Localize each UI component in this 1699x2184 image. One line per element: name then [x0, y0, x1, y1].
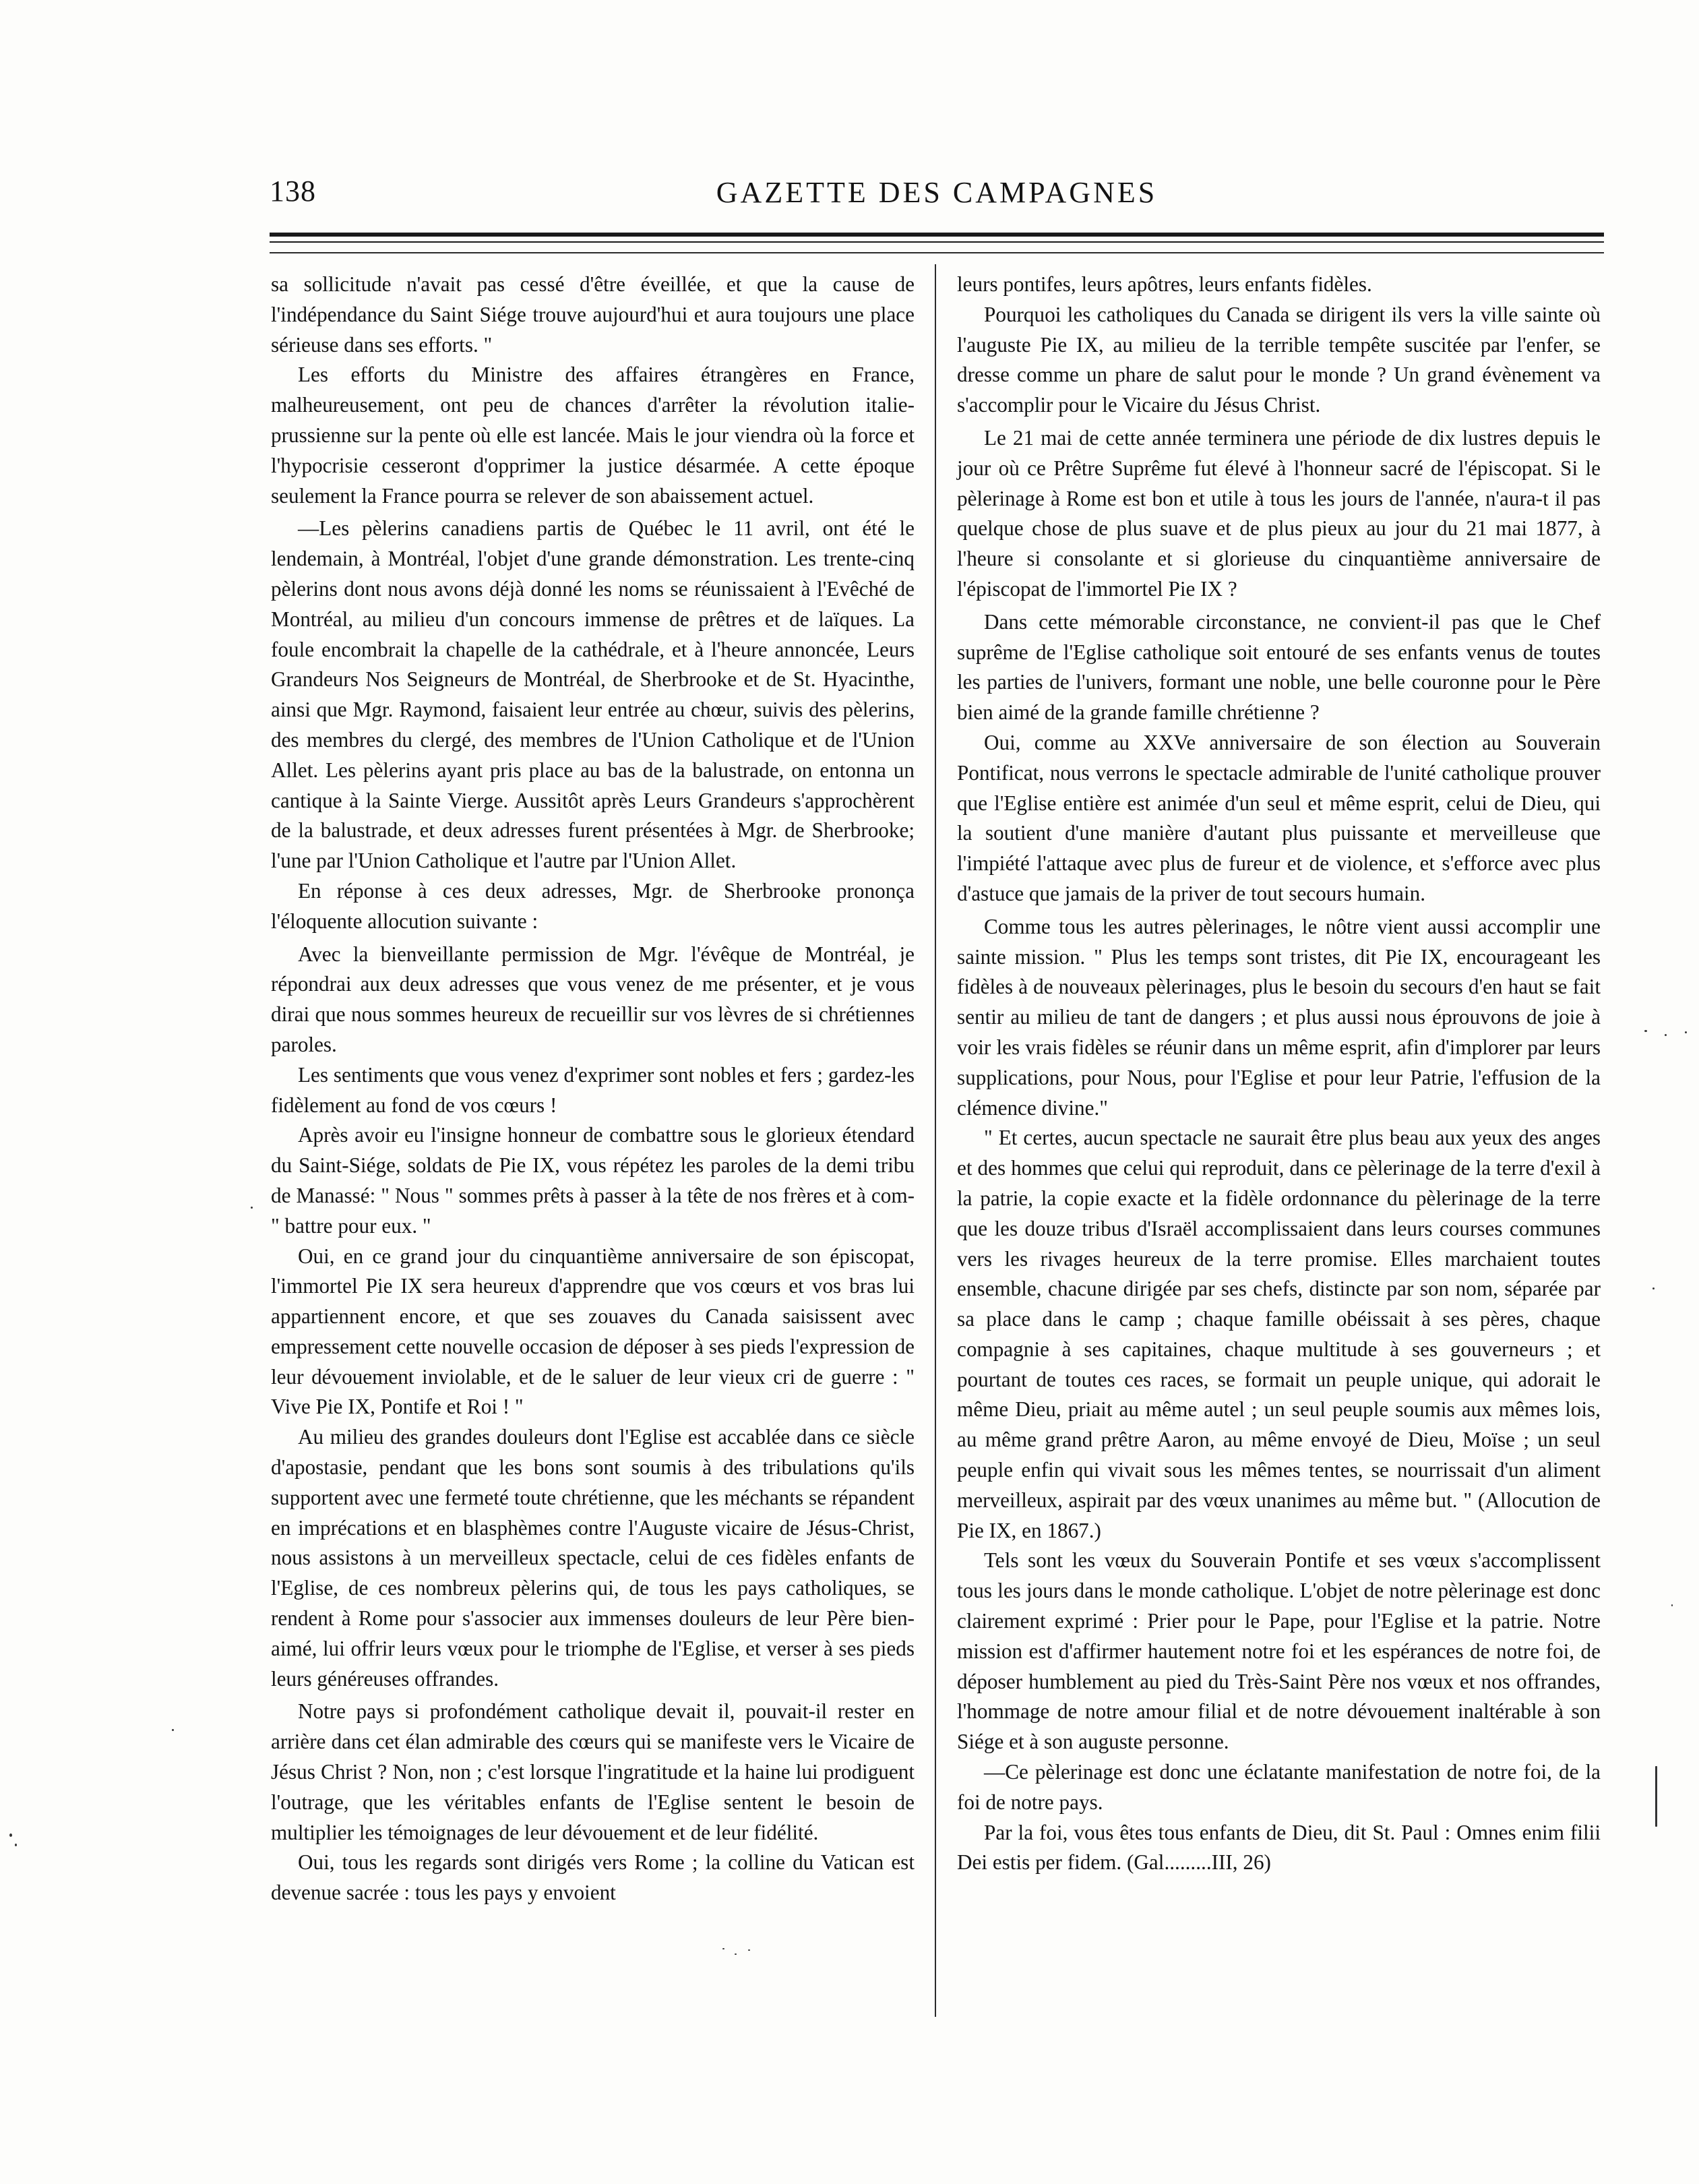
- paragraph: Comme tous les autres pèlerinages, le nôtre vient aussi accomplir une sainte mission. " Plus les temps sont tristes, dit Pie IX, encourageant les fidèles à de nouveaux pèlerinages, plus le besoin du secours d'en haut se fait sentir au milieu de tant de dangers ; et plus aussi nous éprouvons de joie à voir les vrais fidèles se réunir dans un même esprit, afin d'implorer par leurs supplications, pour Nous, pour l'Eglise et pour leur Patrie, l'effusion de la clémence divine.": [957, 914, 1601, 1120]
- paragraph: Les sentiments que vous venez d'exprimer sont nobles et fers ; gardez-les fidèlement au fond de vos cœurs !: [271, 1062, 915, 1117]
- paragraph: —Ce pèlerinage est donc une éclatante manifestation de notre foi, de la foi de notre pays.: [957, 1760, 1601, 1814]
- scan-speck: [1655, 1766, 1657, 1827]
- paragraph: Notre pays si profondément catholique devait il, pouvait-il rester en arrière dans cet élan admirable des cœurs qui se manifeste vers le Vicaire de Jésus Christ ? Non, non ; c'est lorsque l'ingratitude et la haine lui prodiguent l'outrage, que les véritables enfants de l'Eglise sentent le besoin de multiplier les témoignages de leur dévouement et de leur fidélité.: [271, 1699, 915, 1844]
- header-rule-thin: [270, 241, 1604, 243]
- left-column: [271, 270, 915, 1908]
- right-column: [957, 270, 1601, 1878]
- paragraph: En réponse à ces deux adresses, Mgr. de Sherbrooke prononça l'éloquente allocution suivante :: [271, 878, 915, 933]
- scan-speck: [722, 1948, 724, 1949]
- page-number: 138: [270, 175, 316, 208]
- paragraph: Les efforts du Ministre des affaires étrangères en France, malheureusement, ont peu de chances d'arrêter la révolution italie-prussienne sur la pente où elle est lancée. Mais le jour viendra où la force et l'hypocrisie cesseront d'opprimer la justice désarmée. A cette époque seulement la France pourra se relever de son abaissement actuel.: [271, 363, 915, 508]
- header-rule-thick: [270, 233, 1604, 237]
- paragraph: Pourquoi les catholiques du Canada se dirigent ils vers la ville sainte où l'auguste Pie IX, au milieu de la terrible tempête suscitée par l'enfer, se dresse comme un phare de salut pour le monde ? Un grand évènement va s'accomplir pour le Vicaire du Jésus Christ.: [957, 302, 1601, 417]
- paragraph: Avec la bienveillante permission de Mgr. l'évêque de Montréal, je répondrai aux deux adresses que vous venez de me présenter, et je vous dirai que nous sommes heureux de recueillir sur vos lèvres de si chrétiennes paroles.: [271, 942, 915, 1056]
- scan-speck: [1671, 1604, 1673, 1606]
- scan-speck: [1685, 1031, 1687, 1033]
- paragraph: Le 21 mai de cette année terminera une période de dix lustres depuis le jour où ce Prêtre Suprême fut élevé à l'honneur sacré de l'épiscopat. Si le pèlerinage à Rome est bon et utile à tous les jours de l'année, n'aura-t il pas quelque chose de plus suave et de plus pieux au jour du 21 mai 1877, à l'heure si consolante et si glorieuse du cinquantième anniversaire de l'épiscopat de l'immortel Pie IX ?: [957, 425, 1601, 601]
- paragraph: Oui, tous les regards sont dirigés vers Rome ; la colline du Vatican est devenue sacrée : tous les pays y envoient: [271, 1850, 915, 1905]
- paragraph: Oui, comme au XXVe anniversaire de son élection au Souverain Pontificat, nous verrons le spectacle admirable de l'unité catholique prouver que l'Eglise entière est animée d'un seul et même esprit, celui de Dieu, qui la soutient d'une manière d'autant plus puissante et merveilleuse que l'impiété l'attaque avec plus de fureur et de violence, et s'efforce avec plus d'astuce que jamais de la priver de tout secours humain.: [957, 730, 1601, 905]
- scan-speck: [735, 1953, 737, 1955]
- masthead-title: GAZETTE DES CAMPAGNES: [716, 176, 1158, 209]
- paragraph: " Et certes, aucun spectacle ne saurait être plus beau aux yeux des anges et des hommes que celui qui reproduit, dans ce pèlerinage de la terre d'exil à la patrie, la copie exacte et la fidèle ordonnance du pèlerinage de la terre que les douze tribus d'Israël accomplissaient dans leurs courses communes vers les rivages heureux de la terre promise. Elles marchaient toutes ensemble, chacune dirigée par ses chefs, distincte par son nom, séparée par sa place dans le camp ; chaque famille obéissait à ses pères, chaque compagnie à ses capitaines, chaque multitude à ses gouverneurs ; et pourtant de toutes ces races, se formait un peuple unique, qui adorait le même Dieu, priait au même autel ; un seul peuple soumis aux mêmes lois, au même grand prêtre Aaron, au même envoyé de Dieu, Moïse ; un seul peuple enfin qui vivait sous les mêmes tentes, se nourrissait d'un aliment merveilleux, aspirait par des vœux unanimes au même but. " (Allocution de Pie IX, en 1867.): [957, 1126, 1601, 1542]
- paragraph: Au milieu des grandes douleurs dont l'Eglise est accablée dans ce siècle d'apostasie, pendant que les bons sont soumis à des tribulations qu'ils supportent avec une fermeté toute chrétienne, que les méchants se répandent en imprécations et en blasphèmes contre l'Auguste vicaire de Jésus-Christ, nous assistons à un merveilleux spectacle, celui de ces fidèles enfants de l'Eglise, de ces nombreux pèlerins qui, de tous les pays catholiques, se rendent à Rome pour s'associer aux immenses douleurs de leur Père bien-aimé, lui offrir leurs vœux pour le triomphe de l'Eglise, et verser à ses pieds leurs généreuses offrandes.: [271, 1425, 915, 1691]
- paragraph: sa sollicitude n'avait pas cessé d'être éveillée, et que la cause de l'indépendance du Saint Siége trouve aujourd'hui et aura toujours une place sérieuse dans ses efforts. ": [271, 272, 915, 357]
- scan-speck: [9, 1833, 12, 1837]
- scan-speck: [251, 1207, 253, 1209]
- header-rule-thin-lower: [270, 252, 1604, 253]
- column-divider: [935, 264, 936, 2017]
- paragraph: leurs pontifes, leurs apôtres, leurs enfants fidèles.: [957, 272, 1372, 296]
- page-header: [270, 174, 1604, 221]
- scan-speck: [172, 1729, 174, 1731]
- scan-speck: [1652, 1287, 1655, 1290]
- paragraph: Par la foi, vous êtes tous enfants de Dieu, dit St. Paul : Omnes enim filii Dei estis per fidem. (Gal.........III, 26): [957, 1820, 1601, 1875]
- scan-speck: [748, 1949, 750, 1951]
- scan-speck: [1644, 1030, 1647, 1032]
- paragraph: Dans cette mémorable circonstance, ne convient-il pas que le Chef suprême de l'Eglise catholique soit entouré de ses enfants venus de toutes les parties de l'univers, formant une noble, une belle couronne pour le Père bien aimé de la grande famille chrétienne ?: [957, 609, 1601, 725]
- paragraph: Oui, en ce grand jour du cinquantième anniversaire de son épiscopat, l'immortel Pie IX sera heureux d'apprendre que vos cœurs et vos bras lui appartiennent encore, et que ses zouaves du Canada saisissent avec empressement cette nouvelle occasion de déposer à ses pieds l'expression de leur dévouement inviolable, et de le saluer de leur vieux cri de guerre : " Vive Pie IX, Pontife et Roi ! ": [271, 1244, 915, 1419]
- paragraph: —Les pèlerins canadiens partis de Québec le 11 avril, ont été le lendemain, à Montréal, l'objet d'une grande démonstration. Les trente-cinq pèlerins dont nous avons déjà donné les noms se réunissaient à l'Evêché de Montréal, au milieu d'un concours immense de prêtres et de laïques. La foule encombrait la chapelle de la cathédrale, et à l'heure annoncée, Leurs Grandeurs Nos Seigneurs de Montréal, de Sherbrooke et de St. Hyacinthe, ainsi que Mgr. Raymond, faisaient leur entrée au chœur, suivis des pèlerins, des membres du clergé, des membres de l'Union Catholique et de l'Union Allet. Les pèlerins ayant pris place au bas de la balustrade, on entonna un cantique à la Sainte Vierge. Aussitôt après Leurs Grandeurs s'approchèrent de la balustrade, et deux adresses furent présentées à Mgr. de Sherbrooke; l'une par l'Union Catholique et l'autre par l'Union Allet.: [271, 516, 915, 873]
- scan-speck: [15, 1844, 17, 1846]
- paragraph: Après avoir eu l'insigne honneur de combattre sous le glorieux étendard du Saint-Siége, soldats de Pie IX, vous répétez les paroles de la demi tribu de Manassé: " Nous " sommes prêts à passer à la tête de nos frères et à com-" battre pour eux. ": [271, 1123, 915, 1238]
- paragraph: Tels sont les vœux du Souverain Pontife et ses vœux s'accomplissent tous les jours dans le monde catholique. L'objet de notre pèlerinage est donc clairement exprimé : Prier pour le Pape, pour l'Eglise et la patrie. Notre mission est d'affirmer hautement notre foi et les espérances de notre foi, de déposer humblement au pied du Très-Saint Père nos vœux et nos offrandes, l'hommage de notre amour filial et de notre dévouement inaltérable à son Siége et à son auguste personne.: [957, 1548, 1601, 1754]
- scan-speck: [1665, 1034, 1667, 1036]
